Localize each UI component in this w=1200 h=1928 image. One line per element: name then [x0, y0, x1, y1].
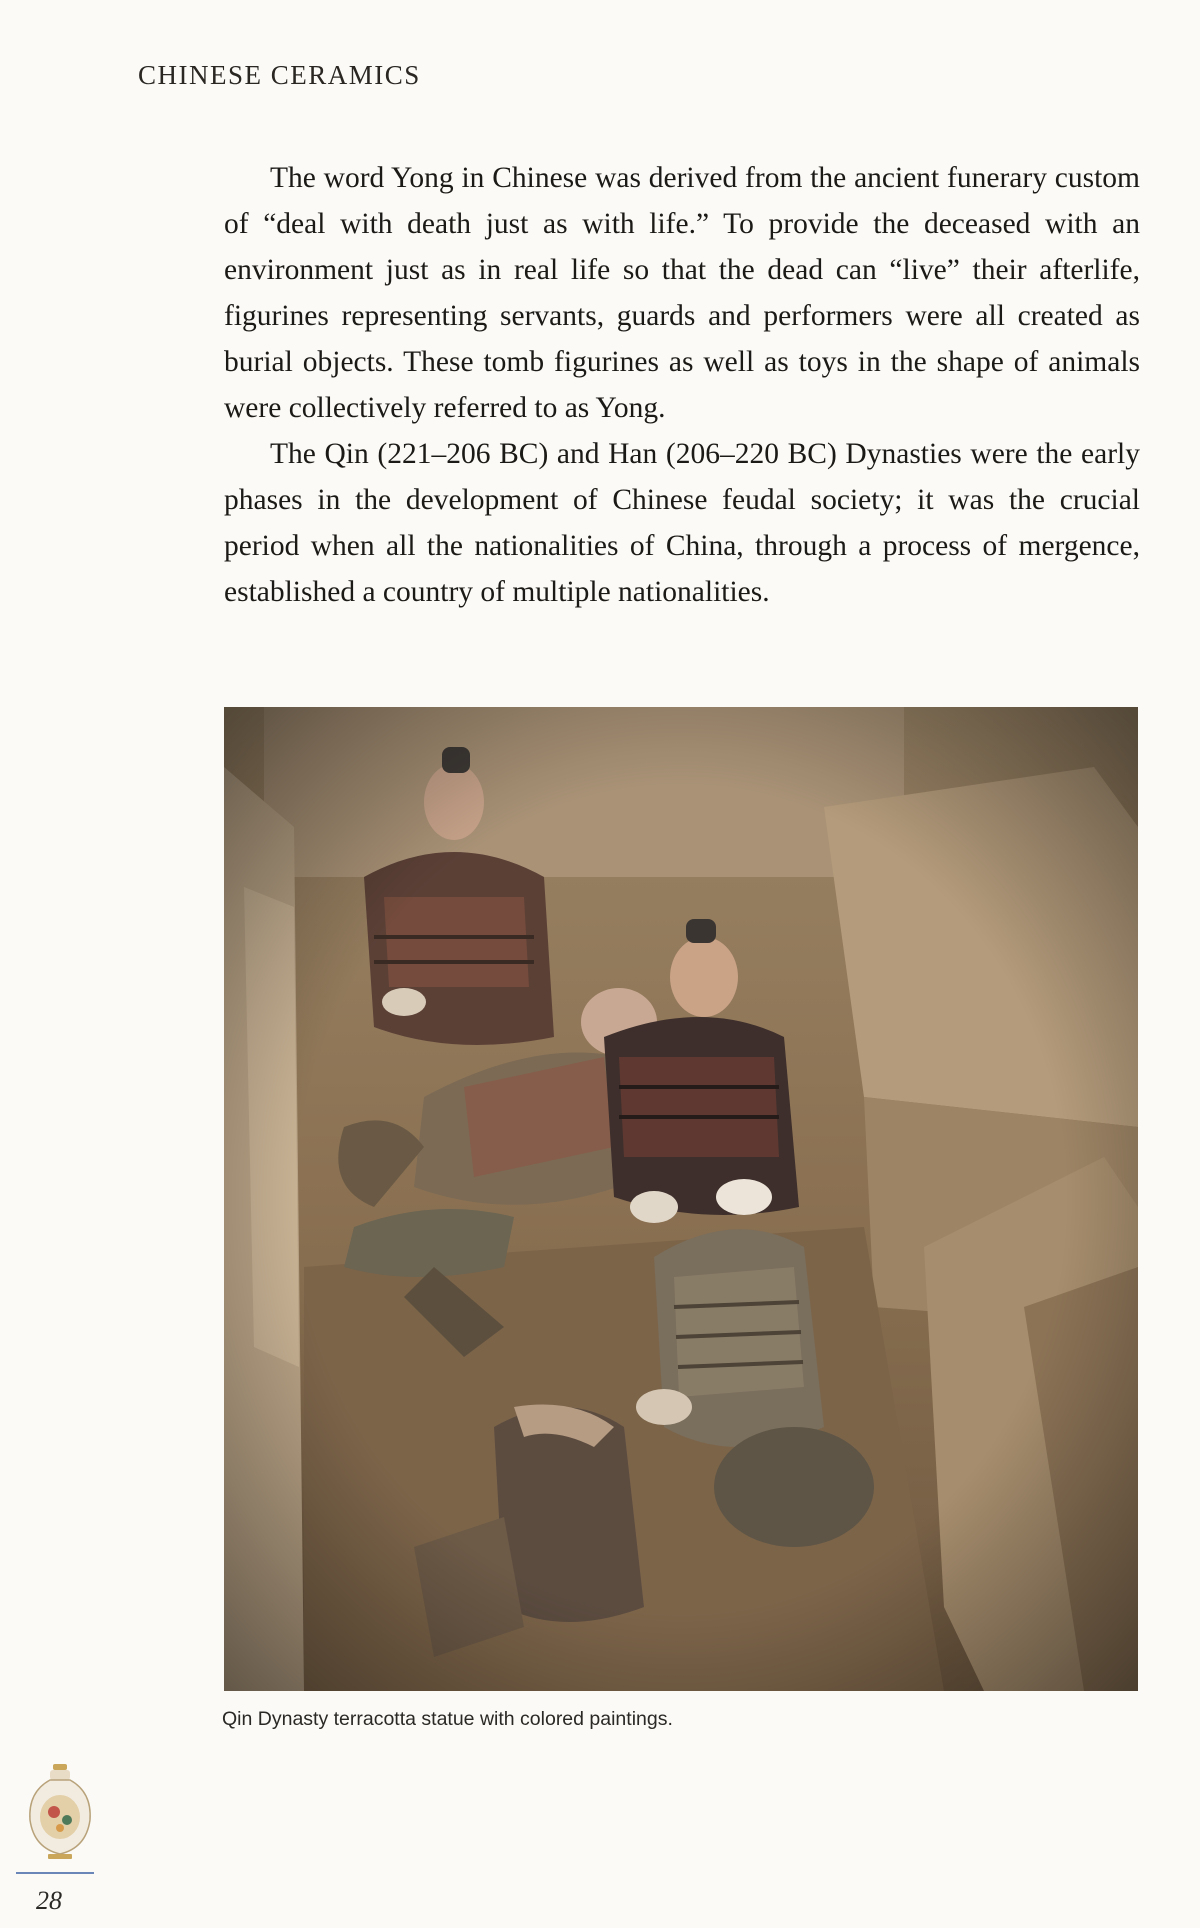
figure-caption: Qin Dynasty terracotta statue with colored paintings. [222, 1708, 673, 1730]
footer-rule [16, 1872, 94, 1874]
page-number: 28 [36, 1886, 62, 1915]
porcelain-vase-icon [20, 1762, 100, 1862]
paragraph-1: The word Yong in Chinese was derived from the ancient funerary custom of “deal with death just as with life.” To provide the deceased with an environment just as in real life so that the dead can “live” their afterlife, figurines representing servants, guards and performers were all created as burial objects. These tomb figurines as well as toys in the shape of animals were collectively referred to as Yong. [224, 162, 1140, 424]
paragraph-2: The Qin (221–206 BC) and Han (206–220 BC) Dynasties were the early phases in the development of Chinese feudal society; it was the crucial period when all the nationalities of China, through a process of mergence, established a country of multiple nationalities. [224, 438, 1140, 608]
body-text [224, 155, 1140, 615]
running-head: CHINESE CERAMICS [138, 60, 421, 90]
terracotta-warriors-photo [224, 707, 1138, 1691]
